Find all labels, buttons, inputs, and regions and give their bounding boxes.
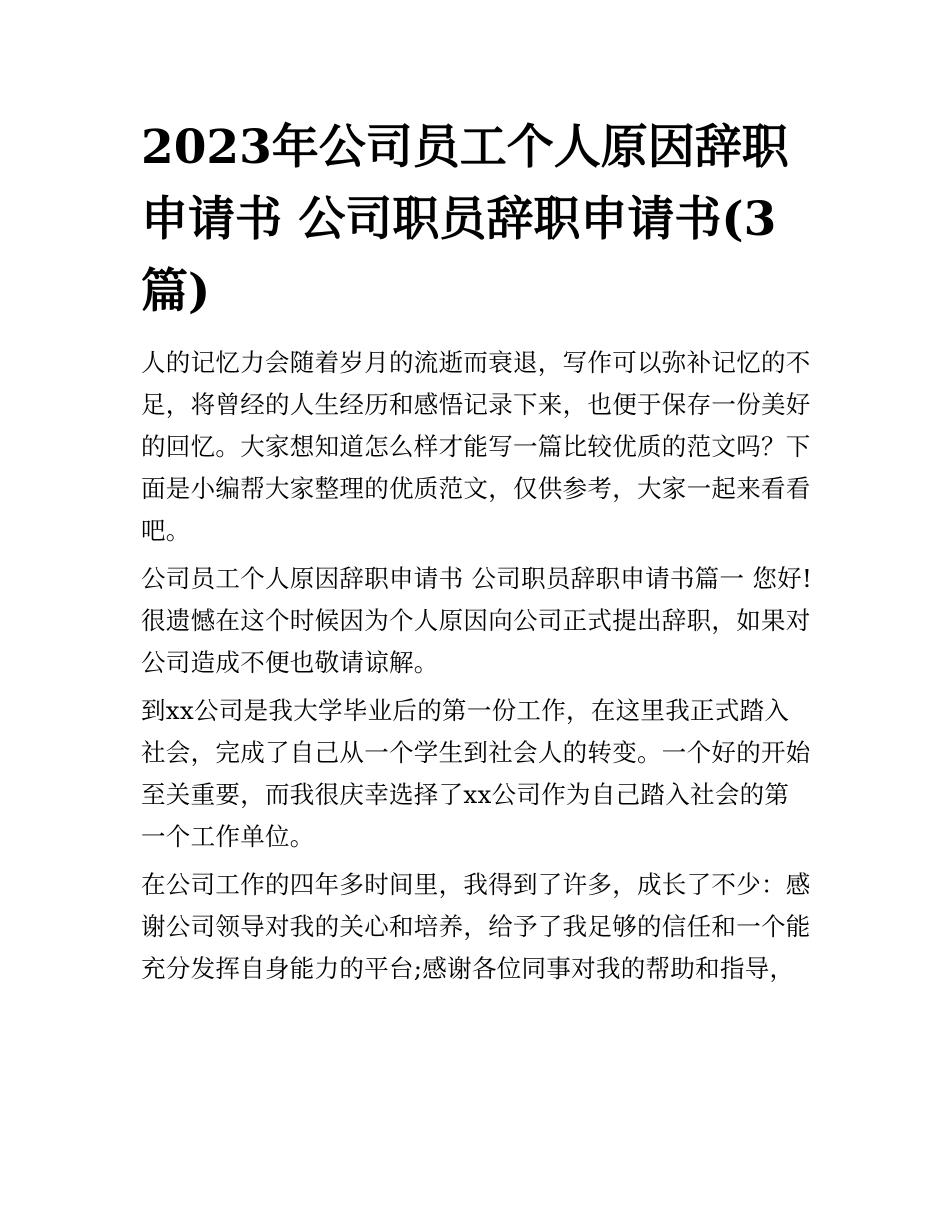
document-title: 2023年公司员工个人原因辞职申请书 公司职员辞职申请书(3篇) <box>141 120 789 319</box>
document-body <box>141 112 813 996</box>
paragraph-gratitude: 在公司工作的四年多时间里，我得到了许多，成长了不少：感谢公司领导对我的关心和培养，给予了我足够的信任和一个能充分发挥自身能力的平台;感谢各位同事对我的帮助和指导， <box>141 870 811 983</box>
paragraph-greeting: 公司员工个人原因辞职申请书 公司职员辞职申请书篇一 您好!很遗憾在这个时候因为个人原因向公司正式提出辞职，如果对公司造成不便也敬请谅解。 <box>141 564 813 677</box>
paragraph-intro: 人的记忆力会随着岁月的流逝而衰退，写作可以弥补记忆的不足，将曾经的人生经历和感悟记录下来，也便于保存一份美好的回忆。大家想知道怎么样才能写一篇比较优质的范文吗？下面是小编帮大家整理的优质范文，仅供参考，大家一起来看看吧。 <box>141 348 811 545</box>
paragraph-first-job: 到xx公司是我大学毕业后的第一份工作，在这里我正式踏入社会，完成了自己从一个学生到社会人的转变。一个好的开始至关重要，而我很庆幸选择了xx公司作为自己踏入社会的第一个工作单位。 <box>141 696 811 851</box>
